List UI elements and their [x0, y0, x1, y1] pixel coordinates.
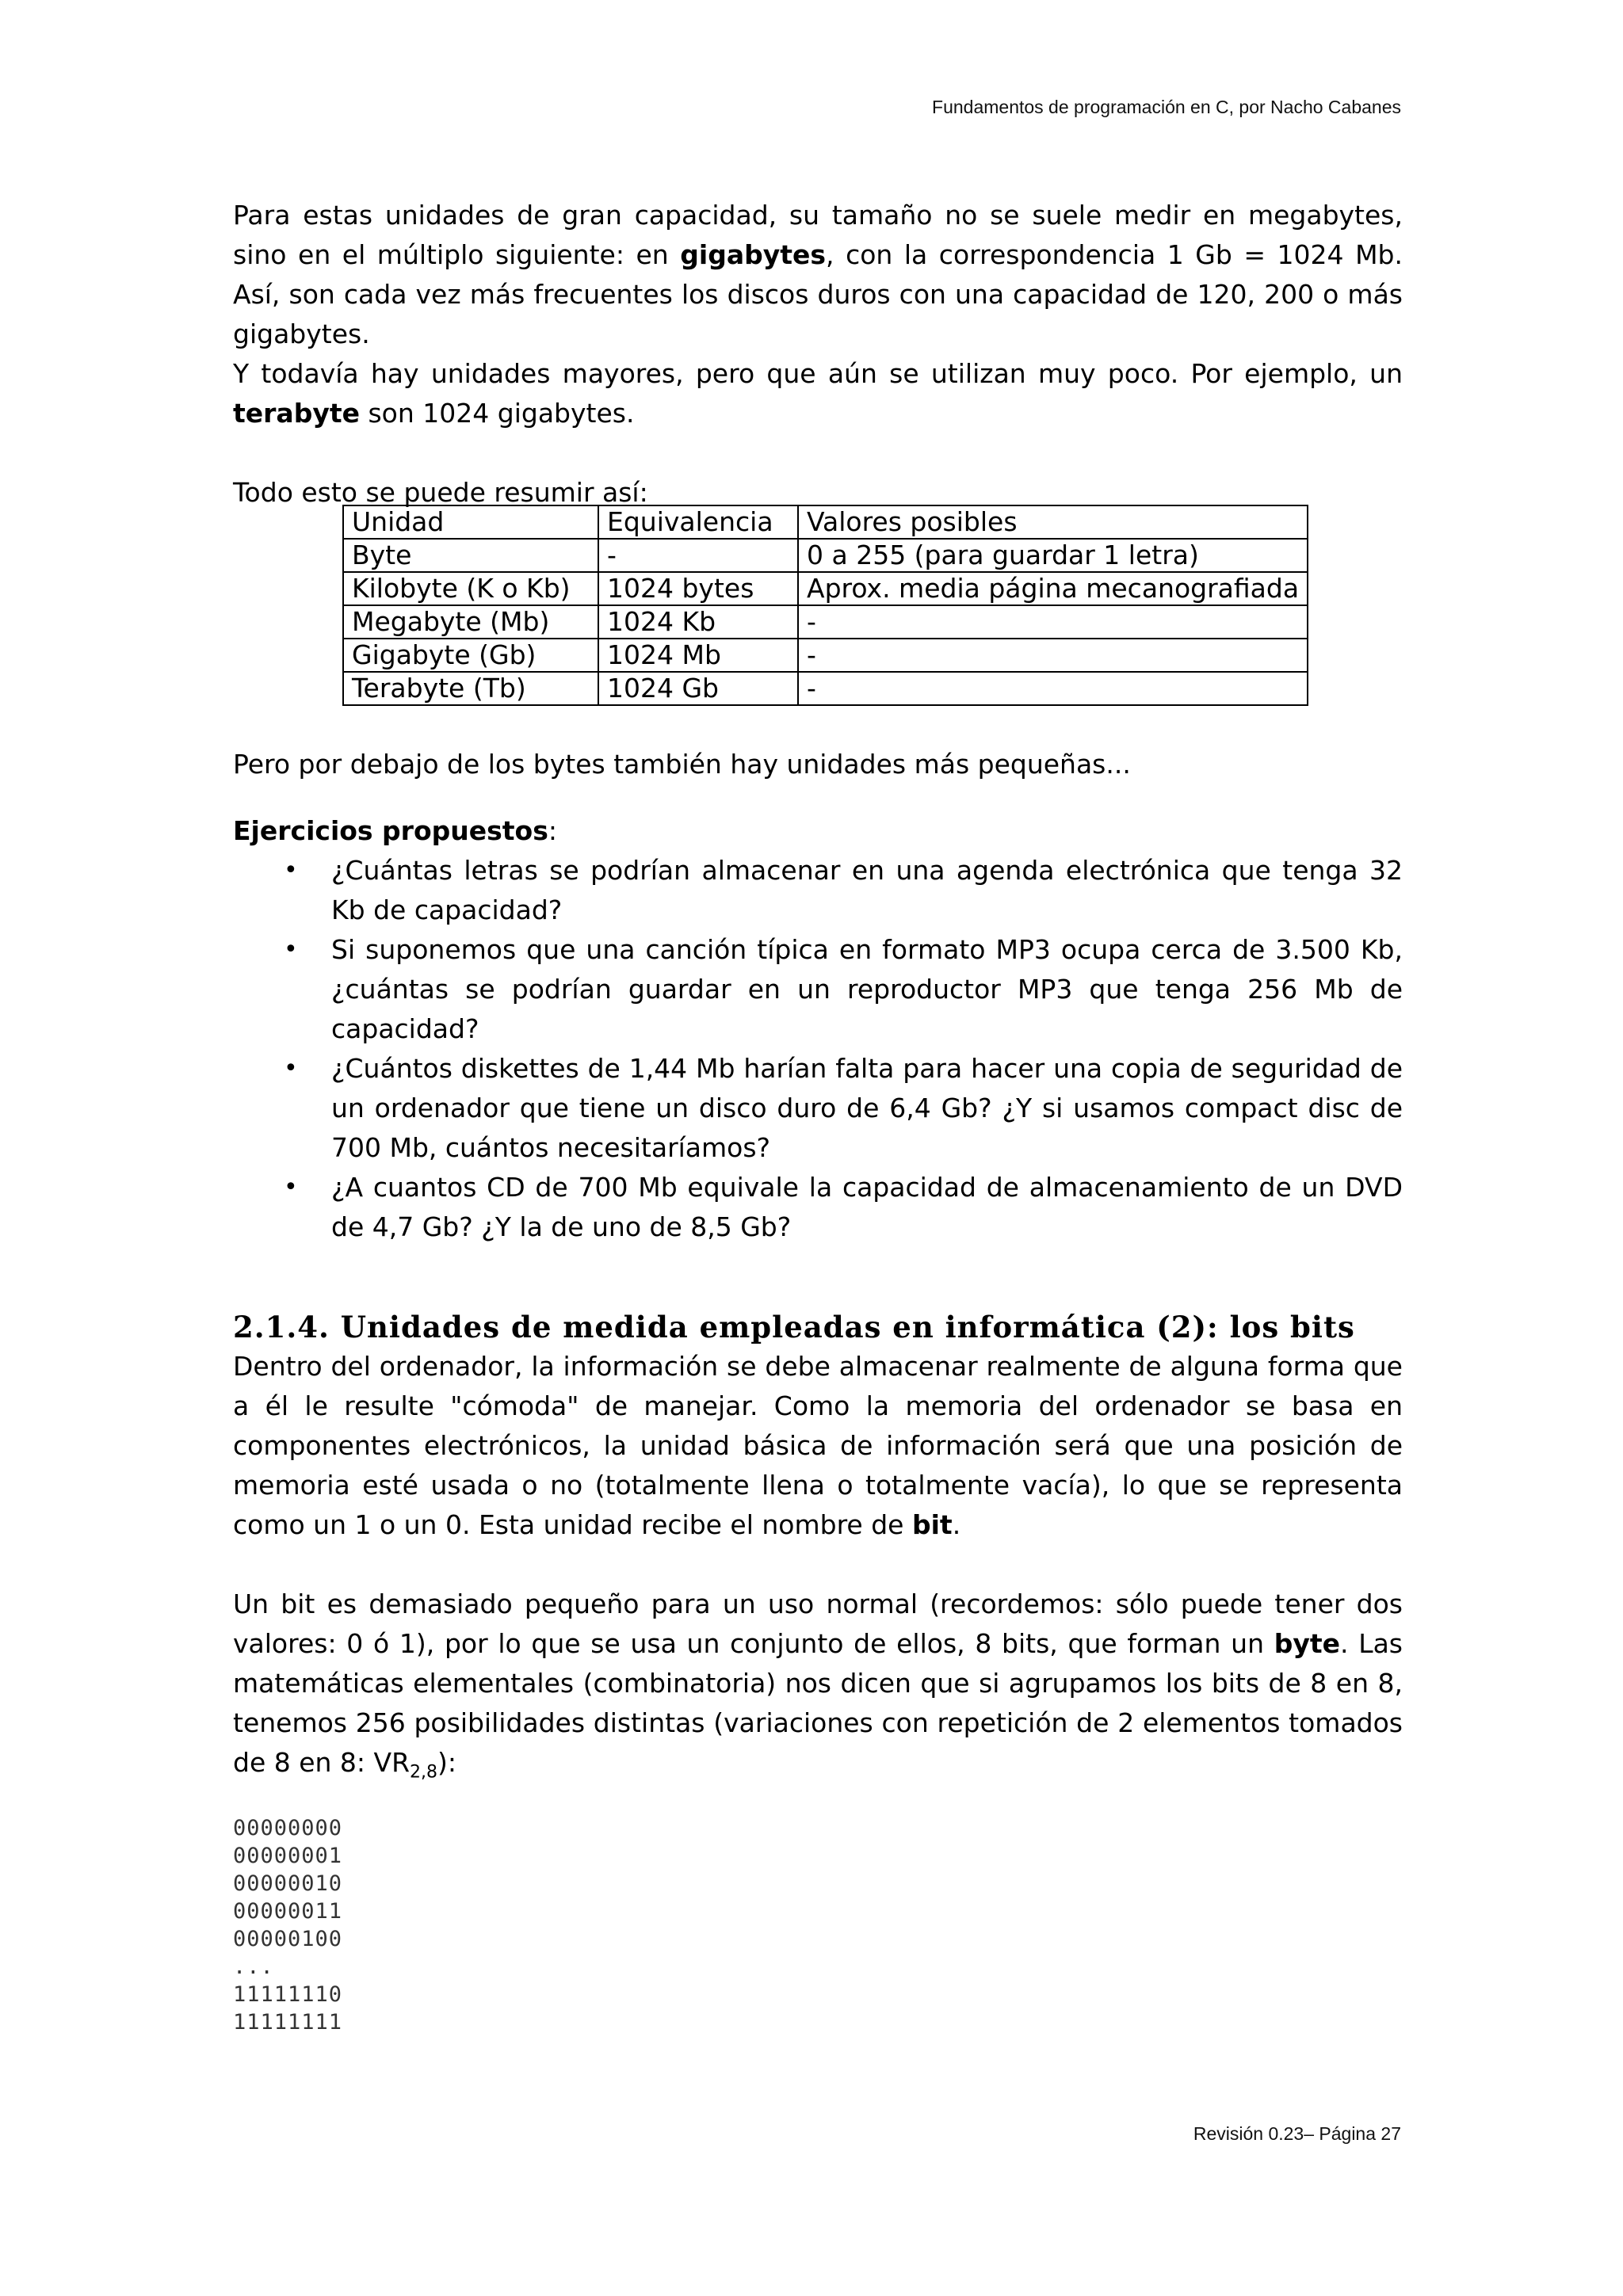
table-cell: Megabyte (Mb) [343, 605, 598, 639]
after-table-text: Pero por debajo de los bytes también hay unidades más pequeñas... [233, 749, 1131, 780]
table-row [343, 539, 1308, 572]
term-bit: bit [911, 1509, 953, 1540]
table-header-cell: Valores posibles [798, 505, 1308, 539]
list-item: 00000100 [233, 1927, 343, 1951]
table-header-cell: Unidad [343, 505, 598, 539]
summary-line: Todo esto se puede resumir así: [233, 477, 648, 508]
exercises-title: Ejercicios propuestos: [233, 815, 557, 846]
table-cell: 0 a 255 (para guardar 1 letra) [798, 539, 1308, 572]
table-cell: 1024 Kb [598, 605, 798, 639]
list-item: 00000010 [233, 1871, 343, 1896]
page-header: Fundamentos de programación en C, por Nacho Cabanes [932, 97, 1401, 117]
table-cell: - [798, 639, 1308, 672]
section-heading: 2.1.4. Unidades de medida empleadas en informática (2): los bits [233, 1310, 1355, 1344]
section-body [233, 1347, 1403, 1793]
intro-paragraph-2: Y todavía hay unidades mayores, pero que aún se utilizan muy poco. Por ejemplo, un terabyte son 1024 gigabytes. [233, 358, 1403, 429]
table-cell: Byte [343, 539, 598, 572]
table-cell: 1024 bytes [598, 572, 798, 605]
table-cell: Terabyte (Tb) [343, 672, 598, 705]
table-row [343, 572, 1308, 605]
exercises-list [233, 851, 1403, 1247]
section-paragraph-2: Un bit es demasiado pequeño para un uso normal (recordemos: sólo puede tener dos valores: 0 ó 1), por lo que se usa un conjunto de ellos, 8 bits, que forman un byte. Las matemáticas elementales (combinatoria) nos dicen que si agrupamos los bits de 8 en 8, tenemos 256 posibilidades distintas (variaciones con repetición de 2 elementos tomados de 8 en 8: $VR_{2,8}$): [233, 1589, 1403, 1783]
term-byte: byte [1274, 1628, 1340, 1659]
list-item: • ¿Cuántos diskettes de 1,44 Mb harían falta para hacer una copia de seguridad de un ordenador que tiene un disco duro de 6,4 Gb? ¿Y si usamos compact disc de 700 Mb, cuántos necesitaríamos? [233, 1049, 1403, 1168]
bullet-icon: • [284, 936, 298, 963]
table-cell: 1024 Gb [598, 672, 798, 705]
table-cell: Aprox. media página mecanografiada [798, 572, 1308, 605]
list-item: • ¿A cuantos CD de 700 Mb equivale la capacidad de almacenamiento de un DVD de 4,7 Gb? ¿Y la de uno de 8,5 Gb? [233, 1168, 1403, 1247]
list-item: 11111110 [233, 1982, 343, 2007]
units-table [342, 505, 1308, 706]
table-row [343, 639, 1308, 672]
table-cell: - [798, 605, 1308, 639]
list-item: • Si suponemos que una canción típica en formato MP3 ocupa cerca de 3.500 Kb, ¿cuántas se podrían guardar en un reproductor MP3 que tenga 256 Mb de capacidad? [233, 930, 1403, 1049]
list-item: • ¿Cuántas letras se podrían almacenar en una agenda electrónica que tenga 32 Kb de capacidad? [233, 851, 1403, 930]
table-row [343, 672, 1308, 705]
term-terabyte: terabyte [233, 398, 360, 429]
table-header-row [343, 505, 1308, 539]
page-footer: Revisión 0.23– Página 27 [1193, 2123, 1401, 2144]
list-item: 00000000 [233, 1816, 343, 1840]
section-paragraph-1: Dentro del ordenador, la información se debe almacenar realmente de alguna forma que a él le resulte "cómoda" de manejar. Como la memoria del ordenador se basa en componentes electrónicos, la unidad básica de información será que una posición de memoria esté usada o no (totalmente llena o totalmente vacía), lo que se representa como un 1 o un 0. Esta unidad recibe el nombre de bit. [233, 1351, 1403, 1540]
table-row [343, 605, 1308, 639]
term-gigabytes: gigabytes [680, 239, 827, 270]
list-item: 00000011 [233, 1899, 343, 1924]
bullet-icon: • [284, 856, 298, 884]
intro-block [233, 196, 1403, 513]
table-cell: - [598, 539, 798, 572]
table-cell: Gigabyte (Gb) [343, 639, 598, 672]
table-cell: - [798, 672, 1308, 705]
table-cell: Kilobyte (K o Kb) [343, 572, 598, 605]
table-cell: 1024 Mb [598, 639, 798, 672]
table-header-cell: Equivalencia [598, 505, 798, 539]
list-item: ... [233, 1955, 274, 1979]
binary-listing [233, 1814, 342, 2036]
list-item: 00000001 [233, 1844, 343, 1868]
list-item: 11111111 [233, 2010, 343, 2035]
intro-paragraph-1: Para estas unidades de gran capacidad, su tamaño no se suele medir en megabytes, sino en el múltiplo siguiente: en gigabytes, con la correspondencia 1 Gb = 1024 Mb. Así, son cada vez más frecuentes los discos duros con una capacidad de 120, 200 o más gigabytes. [233, 200, 1403, 349]
bullet-icon: • [284, 1055, 298, 1082]
bullet-icon: • [284, 1173, 298, 1201]
